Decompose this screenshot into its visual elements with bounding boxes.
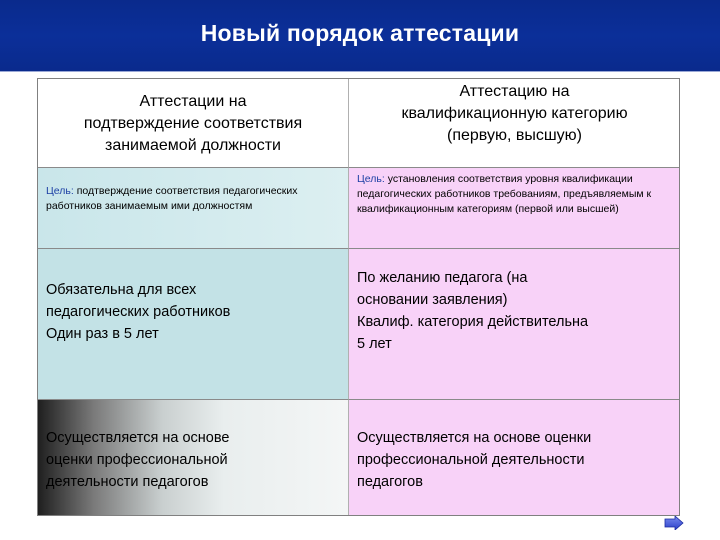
left-requirement-cell [38,248,348,399]
right-heading-cell [348,79,679,167]
left-requirement-line: педагогических работников [46,304,231,320]
right-heading-line: Аттестацию на [459,83,570,100]
left-goal [46,184,341,214]
right-basis-line: профессиональной деятельности [357,452,585,468]
right-heading [349,81,680,147]
left-basis-line: оценки профессиональной [46,452,228,468]
right-goal-text: установления соответствия уровня квалификации педагогических работников требованиям, предъявляемым к квалификационным категориям (первой или высшей) [357,173,652,215]
left-basis-line: Осуществляется на основе [46,430,230,446]
right-goal-label: Цель: [357,173,385,185]
left-basis [46,427,344,493]
left-goal-text: подтверждение соответствия педагогических работников занимаемым ими должностям [46,185,298,212]
left-heading-line: занимаемой должности [104,137,281,154]
right-heading-line: квалификационную категорию [401,105,628,122]
right-heading-line: (первую, высшую) [447,127,582,144]
left-basis-cell [38,399,348,515]
next-slide-arrow-icon[interactable] [664,516,684,530]
header-divider [0,71,720,72]
right-basis [357,427,675,493]
right-basis-cell [348,399,679,515]
left-heading-cell [38,79,348,167]
right-requirement-line: По желанию педагога (на [357,270,528,286]
header-bar [0,0,720,72]
right-requirement-cell [348,248,679,399]
left-goal-label: Цель: [46,185,74,197]
right-goal [357,172,675,217]
left-requirement-line: Обязательна для всех [46,282,197,298]
left-requirement-line: Один раз в 5 лет [46,326,159,342]
left-heading-line: Аттестации на [139,93,247,110]
left-goal-cell [38,167,348,248]
right-requirement-line: 5 лет [357,336,392,352]
right-goal-cell [348,167,679,248]
page-title: Новый порядок аттестации [200,19,520,46]
comparison-table [37,78,680,516]
right-basis-line: педагогов [357,474,423,490]
right-basis-line: Осуществляется на основе оценки [357,430,592,446]
left-requirement [46,279,344,345]
left-heading-line: подтверждение соответствия [83,115,303,132]
left-heading [38,91,348,157]
left-basis-line: деятельности педагогов [46,474,209,490]
right-requirement-line: основании заявления) [357,292,508,308]
right-requirement-line: Квалиф. категория действительна [357,314,589,330]
right-requirement [357,267,675,355]
